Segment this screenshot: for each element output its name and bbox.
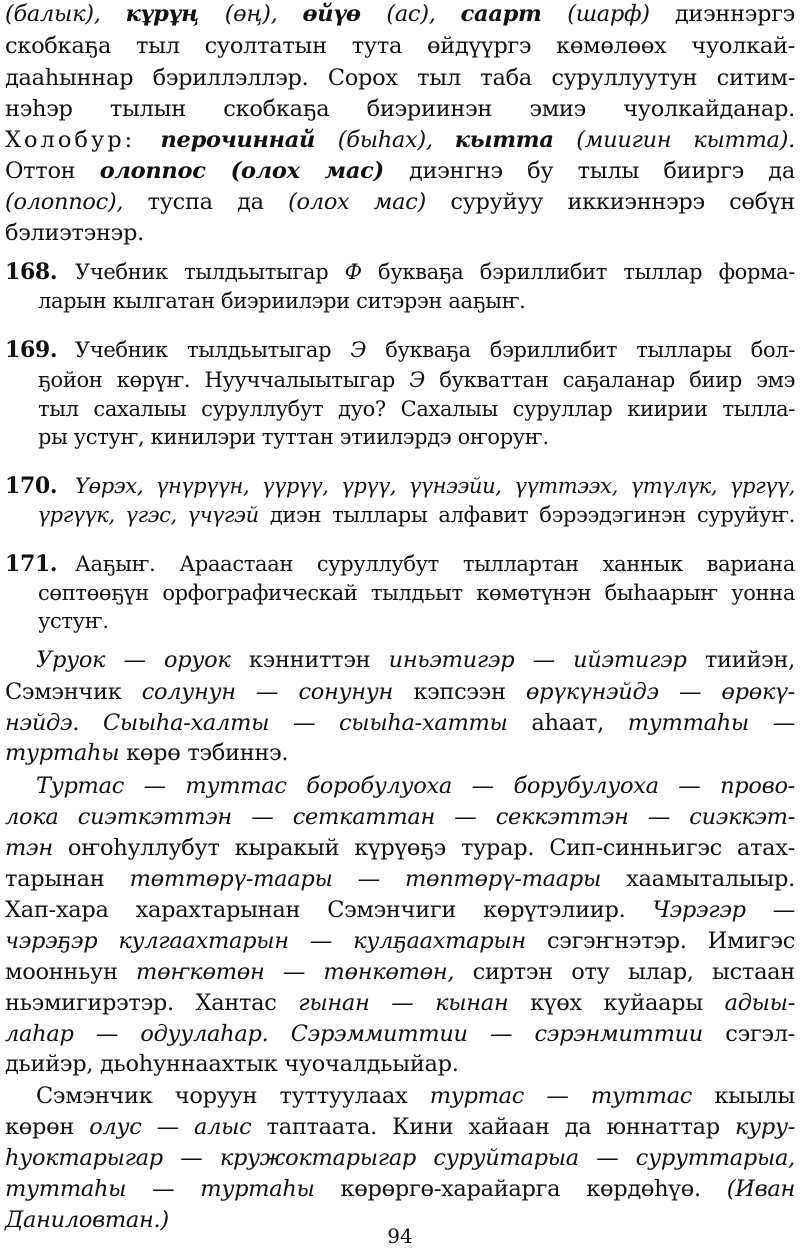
text-line [5, 1048, 459, 1080]
text-run: суруйуу иккиэннэрэ сөбүн [450, 189, 795, 215]
text-run: лаһар — одуулаһар. Сэрэммиттии — сэрэнмиттии [5, 1021, 726, 1047]
text-line [75, 334, 795, 366]
text-run: ҕойон көрүҥ. Нууччалыытыгар [38, 368, 410, 392]
text-run: чэрэҕэр кулгаахтарын — кулҕаахтарын [5, 928, 547, 954]
page-number: 94 [387, 1224, 413, 1248]
text-run: диэннэргэ [674, 1, 795, 27]
text-run: сэгэҥнэтэр. Имигэс [546, 928, 795, 954]
text-run: солунун — сонунун [141, 679, 414, 705]
text-line [5, 1142, 795, 1174]
text-line [5, 62, 795, 94]
text-run: ларын кылгатан биэриилэри ситэрэн ааҕыҥ. [38, 289, 526, 313]
text-line [36, 1080, 795, 1112]
text-run: (шарф) [567, 1, 675, 27]
text-run: дааһыннар бэриллэллэр. Сорох тыл таба суруллуутун ситим- [5, 65, 795, 91]
text-line [5, 676, 795, 708]
text-run: (балык), [5, 1, 126, 27]
text-run: көрөргө-харайарга көрдөһүө. [340, 1176, 727, 1202]
text-run: сиртэн оту ылар, ыстаан [472, 959, 795, 985]
text-line [36, 644, 795, 676]
text-run: олоппос (олох мас) [99, 158, 409, 184]
exercise-number: 168. [5, 259, 58, 285]
text-line [36, 770, 795, 802]
text-line [5, 801, 795, 833]
text-line [38, 499, 795, 531]
text-run: тиийэн, [704, 647, 795, 673]
text-run: Учебник тылдьытыгар [75, 260, 345, 284]
text-line [5, 863, 795, 895]
text-line [5, 956, 795, 988]
text-line [5, 707, 795, 739]
text-run: нэйдэ. Сыыһа-халты — сыыһа-хатты [5, 710, 532, 736]
text-run: туттаһы — туртаһы [5, 1176, 341, 1202]
text-line [5, 737, 288, 769]
text-run: ньэмигирэтэр. Хантас [5, 990, 299, 1016]
text-run: һуоктарыгар — кружоктарыгар суруйтарыа — суруттарыа, [5, 1145, 795, 1171]
text-run: аһаат, [531, 710, 628, 736]
exercise-number: 169. [5, 337, 58, 363]
text-line [5, 925, 795, 957]
text-run: (миигин кытта). [576, 127, 795, 153]
text-run: Ф [344, 260, 379, 284]
exercise-number: 170. [5, 473, 58, 499]
text-run: дьийэр, дьоһуннаахтык чуочалдьыйар. [5, 1051, 459, 1077]
text-run: перочиннай [160, 127, 338, 153]
text-run: моонньун [5, 959, 137, 985]
text-run: Ааҕыҥ. Араастаан суруллубут тыллартан ханнык вариана [75, 552, 795, 576]
text-run: кэнниттэн [248, 647, 389, 673]
text-run: Даниловтан.) [5, 1207, 169, 1233]
text-line [5, 186, 795, 218]
text-line [5, 832, 795, 864]
text-run: сөптөөҕүн орфографическай тылдьыт көмөтүнэн быһаарыҥ уонна [38, 581, 795, 605]
text-line [5, 0, 795, 30]
text-run: Э [350, 338, 386, 362]
text-run: күөх куйаары [530, 990, 725, 1016]
text-run: кэпсээн [413, 679, 526, 705]
text-run: (өң), [224, 1, 303, 27]
text-line [38, 285, 525, 317]
text-line [5, 30, 795, 62]
text-run: үргүүк, үгэс, үчүгэй [38, 503, 270, 527]
text-run: туспа да [147, 189, 289, 215]
text-line [5, 124, 795, 156]
text-run: Оттон [5, 158, 100, 184]
text-line [75, 548, 795, 580]
text-run: туртас — туттас [429, 1083, 715, 1109]
text-line [5, 987, 795, 1019]
text-run: иньэтигэр — ийэтигэр [388, 647, 705, 673]
text-line [38, 364, 795, 396]
text-run: куру- [734, 1114, 795, 1140]
text-line [38, 577, 795, 609]
text-line [5, 1173, 795, 1205]
text-line [5, 93, 795, 125]
text-line [75, 256, 795, 288]
text-run: өрүкүнэйдэ — өрөкү- [525, 679, 795, 705]
text-run: (ас), [386, 1, 461, 27]
text-run: ры устуҥ, кинилэри туттан этиилэрдэ оҥоруҥ. [38, 425, 549, 449]
text-run: диэн тыллары алфавит бэрээдэгинэн суруйуҥ. [269, 503, 795, 527]
text-run: бэлиэтэнэр. [5, 220, 144, 246]
text-line [38, 421, 549, 453]
text-run: оҥоһуллубут кыракый күрүөҕэ турар. Сип-синньигэс атах- [67, 835, 795, 861]
text-run: кұрұң [125, 1, 225, 27]
text-line [75, 470, 795, 502]
text-run: адыы- [724, 990, 795, 1016]
text-run: Үөрэх, үнүрүүн, үүрүү, үрүү, үүнээйи, үүттээх, үтүлүк, үргүү, [75, 474, 795, 498]
text-run: тыл сахалыы суруллубут дуо? Сахалыы суруллар киирии тылла- [38, 397, 795, 421]
text-run: букваҕа бэриллибит тыллары бол- [385, 338, 795, 362]
text-run: туттаһы — [627, 710, 795, 736]
text-run: (олоппос), [5, 189, 148, 215]
text-run: гынан — кынан [298, 990, 531, 1016]
text-run: өйүө [302, 1, 387, 27]
text-run: Сэмэнчик чоруун туттуулаах [36, 1083, 430, 1109]
text-run: олус — алыс [89, 1114, 267, 1140]
text-line [5, 894, 795, 926]
text-run: туртаһы [5, 740, 127, 766]
text-run: Туртас — туттас боробулуоха — борубулуоха — прово- [36, 773, 795, 799]
text-run: (Иван [726, 1176, 795, 1202]
text-run: Уруок — оруок [36, 647, 249, 673]
text-run: букваҕа бэриллибит тыллар форма- [378, 260, 795, 284]
text-run: Сэмэнчик [5, 679, 142, 705]
text-run: төттөрү-таары — төптөрү-таары [129, 866, 627, 892]
text-run: кытта [454, 127, 577, 153]
text-line [38, 605, 109, 637]
text-run: хаамыталыыр. [626, 866, 795, 892]
exercise-number: 171. [5, 551, 58, 577]
text-run: сэгэл- [725, 1021, 795, 1047]
text-run: көрө тэбиннэ. [126, 740, 289, 766]
text-run: тэн [5, 835, 68, 861]
text-run: саарт [460, 1, 568, 27]
text-run: (быһах), [337, 127, 455, 153]
text-run: лока сиэткэттэн — сеткаттан — секкэттэн — сиэккэт- [5, 804, 795, 830]
text-run: төҥкөтөн — төнкөтөн, [136, 959, 473, 985]
text-run: Хап-хара харахтарынан Сэмэнчиги көрүтэлиир. [5, 897, 653, 923]
text-run: тарынан [5, 866, 130, 892]
text-run: букваттан саҕаланар биир эмэ [439, 368, 795, 392]
text-run: көрөн [5, 1114, 90, 1140]
text-run: скобкаҕа тыл суолтатын тута өйдүүргэ көмөлөөх чуолкай- [5, 33, 795, 59]
text-run: диэнгнэ бу тылы бииргэ да [408, 158, 795, 184]
text-line [5, 217, 144, 249]
text-run: устуҥ. [38, 609, 109, 633]
text-run: Холобур: [5, 127, 161, 153]
text-run: кыылы [714, 1083, 795, 1109]
text-run: нэһэр тылын скобкаҕа биэриинэн эмиэ чуолкайданар. [5, 96, 795, 122]
text-run: Э [409, 368, 440, 392]
text-run: Чэрэгэр — [652, 897, 795, 923]
text-run: Учебник тылдьытыгар [75, 338, 351, 362]
text-run: (олох мас) [288, 189, 451, 215]
text-run: таптаата. Кини хайаан да юннаттар [266, 1114, 735, 1140]
text-line [5, 1111, 795, 1143]
text-line [5, 155, 795, 187]
text-line [5, 1018, 795, 1050]
